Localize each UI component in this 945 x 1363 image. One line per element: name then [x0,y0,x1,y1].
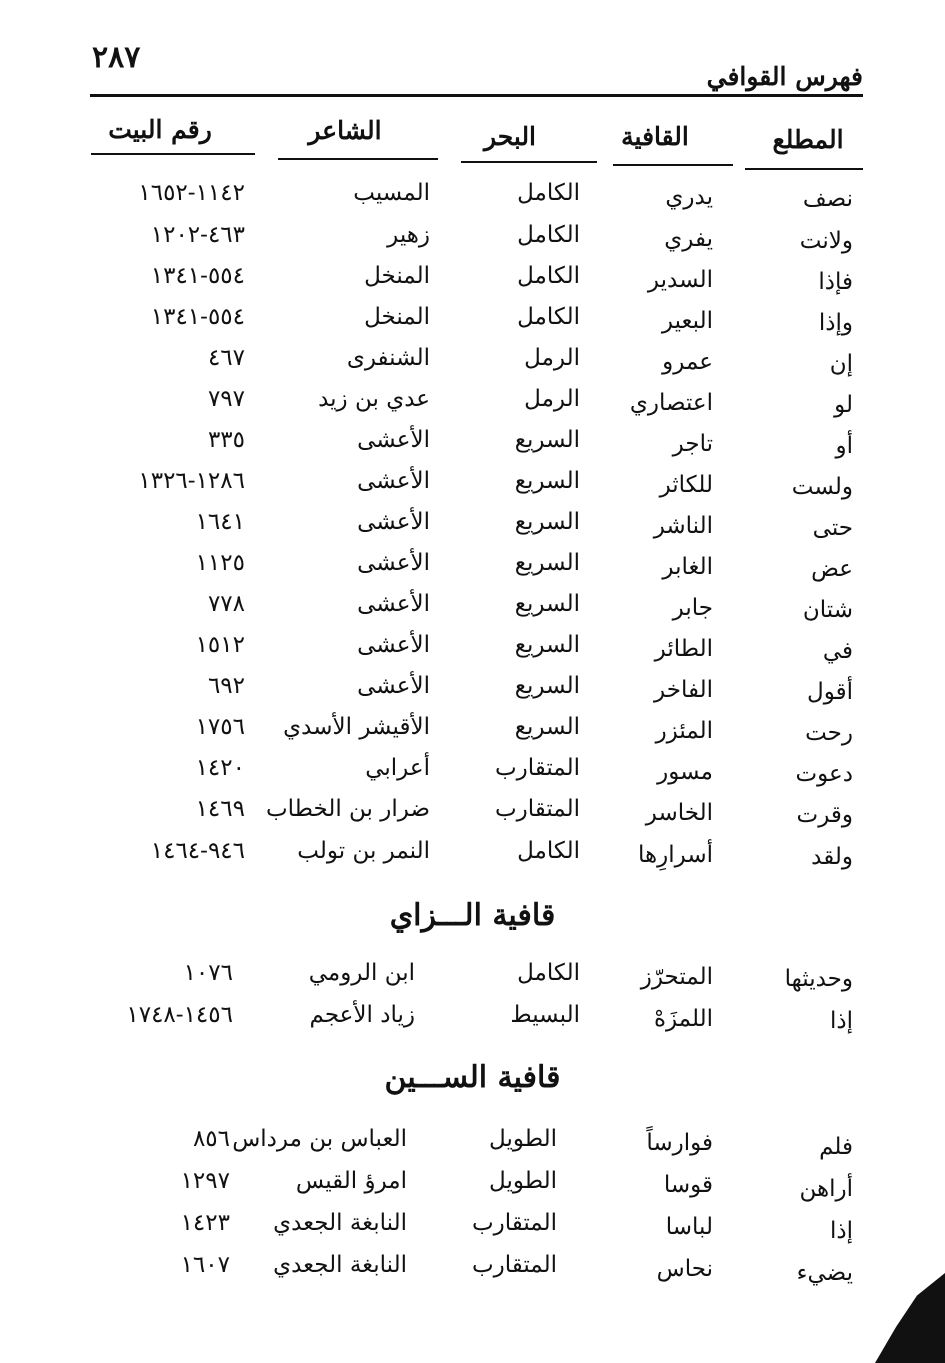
section-heading-sin: قافية الســـين [384,1060,561,1095]
cell-bahr: الطويل [489,1168,557,1194]
cell-ref: ١٥١٢ [195,632,245,658]
cell-qafia: الطائر [654,636,713,662]
running-title: فهرس القوافي [706,62,863,91]
cell-matla: حتى [812,515,853,541]
column-underline-shaer [278,158,438,160]
cell-bahr: السريع [514,468,580,494]
cell-qafia: عمرو [662,349,713,375]
cell-qafia: قوسا [663,1172,713,1198]
cell-bahr: السريع [514,427,580,453]
cell-ref: ١٠٧٦ [183,960,233,986]
cell-bahr: السريع [514,509,580,535]
table-row [0,1210,945,1250]
cell-matla: أقول [807,679,853,705]
cell-ref: ٣٣٥ [207,427,245,453]
cell-shaer: النابغة الجعدي [273,1210,407,1236]
cell-matla: إن [829,351,853,377]
cell-shaer: الأقيشر الأسدي [283,714,430,740]
cell-shaer: الأعشى [357,550,430,576]
cell-matla: لو [834,392,853,418]
cell-shaer: الأعشى [357,509,430,535]
cell-ref: ١٤٥٦-١٧٤٨ [126,1002,233,1028]
cell-qafia: السدير [647,267,713,293]
table-row [0,345,945,385]
section-heading-zay: قافية الـــزاي [389,898,556,933]
table-row [0,509,945,549]
table-row [0,1002,945,1042]
column-header-qafia: القافية [621,122,689,151]
cell-shaer: ابن الرومي [308,960,415,986]
cell-bahr: الكامل [517,222,580,248]
cell-matla: ولانت [799,228,853,254]
cell-shaer: النمر بن تولب [297,838,430,864]
cell-bahr: الكامل [517,838,580,864]
cell-matla: فإذا [818,269,853,295]
table-row [0,386,945,426]
cell-qafia: يدري [665,184,713,210]
table-row [0,427,945,467]
table-row [0,591,945,631]
cell-bahr: المتقارب [494,796,580,822]
cell-ref: ٥٥٤-١٣٤١ [150,263,245,289]
table-row [0,1168,945,1208]
cell-shaer: المنخل [364,304,430,330]
cell-matla: وحديثها [784,966,853,992]
cell-shaer: ضرار بن الخطاب [265,796,430,822]
cell-ref: ١٤٢٣ [180,1210,230,1236]
cell-qafia: أسرارِها [638,842,713,868]
cell-ref: ١٢٩٧ [180,1168,230,1194]
cell-shaer: زهير [387,222,430,248]
cell-bahr: السريع [514,714,580,740]
cell-shaer: أعرابي [365,755,430,781]
cell-qafia: جابر [672,595,713,621]
page-number: ٢٨٧ [92,40,141,75]
table-row [0,960,945,1000]
cell-bahr: السريع [514,673,580,699]
cell-ref: ٤٦٧ [207,345,245,371]
cell-shaer: الأعشى [357,591,430,617]
cell-qafia: لباسا [665,1214,713,1240]
cell-shaer: المنخل [364,263,430,289]
header-rule [90,94,863,97]
cell-qafia: اعتصاري [629,390,713,416]
column-header-bahr: البحر [483,122,537,151]
cell-ref: ١٤٦٩ [195,796,245,822]
cell-shaer: الأعشى [357,632,430,658]
cell-matla: ولست [791,474,853,500]
cell-ref: ١١٤٢-١٦٥٢ [138,180,245,206]
cell-bahr: السريع [514,591,580,617]
cell-qafia: الناشر [653,513,713,539]
cell-qafia: اللمزَهْ [653,1006,713,1032]
cell-qafia: المئزر [655,718,713,744]
table-row [0,468,945,508]
cell-shaer: العباس بن مرداس [232,1126,407,1152]
cell-matla: شتان [802,597,853,623]
cell-matla: إذا [829,1008,853,1034]
table-row [0,180,945,220]
column-underline-bahr [461,161,597,163]
cell-qafia: الفاخر [654,677,713,703]
cell-qafia: يفري [664,226,713,252]
cell-qafia: فوارساً [646,1130,713,1156]
cell-matla: وإذا [818,310,853,336]
cell-ref: ٧٩٧ [207,386,245,412]
cell-matla: إذا [829,1218,853,1244]
cell-shaer: الأعشى [357,673,430,699]
cell-qafia: الخاسر [645,800,713,826]
cell-ref: ٧٧٨ [207,591,245,617]
cell-qafia: للكاثر [659,472,713,498]
cell-matla: يضيء [796,1260,853,1286]
cell-bahr: الطويل [489,1126,557,1152]
column-underline-ref [91,153,255,155]
table-row [0,632,945,672]
cell-shaer: امرؤ القيس [295,1168,407,1194]
table-row [0,755,945,795]
cell-matla: أو [835,433,853,459]
cell-matla: رحت [805,720,853,746]
cell-ref: ١١٢٥ [195,550,245,576]
cell-matla: فلم [819,1134,853,1160]
cell-matla: ولقد [811,844,853,870]
cell-ref: ١٧٥٦ [195,714,245,740]
cell-ref: ١٢٨٦-١٣٢٦ [138,468,245,494]
cell-ref: ٨٥٦ [192,1126,230,1152]
cell-bahr: الرمل [524,345,580,371]
table-row [0,1126,945,1166]
table-row [0,550,945,590]
cell-shaer: النابغة الجعدي [273,1252,407,1278]
table-row [0,263,945,303]
column-header-ref: رقم البيت [108,115,212,144]
table-row [0,222,945,262]
cell-matla: نصف [802,186,853,212]
cell-matla: عض [811,556,853,582]
cell-shaer: المسيب [353,180,430,206]
cell-bahr: السريع [514,632,580,658]
cell-shaer: الشنفرى [346,345,430,371]
cell-matla: في [822,638,853,664]
column-header-shaer: الشاعر [308,116,382,145]
cell-bahr: البسيط [510,1002,580,1028]
cell-bahr: الكامل [517,960,580,986]
column-underline-qafia [613,164,733,166]
cell-ref: ١٤٢٠ [195,755,245,781]
column-underline-matla [745,168,863,170]
table-row [0,796,945,836]
table-row [0,838,945,878]
cell-bahr: الكامل [517,180,580,206]
table-row [0,673,945,713]
cell-bahr: الرمل [524,386,580,412]
cell-matla: وقرت [796,802,853,828]
cell-ref: ٩٤٦-١٤٦٤ [150,838,245,864]
cell-matla: أراهن [799,1176,853,1202]
cell-matla: دعوت [795,761,853,787]
cell-qafia: الغابر [662,554,713,580]
cell-shaer: زياد الأعجم [309,1002,415,1028]
cell-qafia: البعير [661,308,713,334]
cell-ref: ١٦٤١ [195,509,245,535]
cell-ref: ١٦٠٧ [180,1252,230,1278]
cell-bahr: المتقارب [471,1252,557,1278]
cell-bahr: الكامل [517,263,580,289]
cell-ref: ٥٥٤-١٣٤١ [150,304,245,330]
cell-qafia: المتحرّز [640,964,713,990]
cell-qafia: مسور [657,759,713,785]
table-row [0,1252,945,1292]
column-header-matla: المطلع [772,125,844,154]
cell-ref: ٤٦٣-١٢٠٢ [150,222,245,248]
cell-qafia: تاجر [672,431,713,457]
cell-bahr: الكامل [517,304,580,330]
cell-shaer: عدي بن زيد [318,386,430,412]
table-row [0,714,945,754]
cell-ref: ٦٩٢ [207,673,245,699]
cell-shaer: الأعشى [357,468,430,494]
cell-bahr: السريع [514,550,580,576]
cell-shaer: الأعشى [357,427,430,453]
cell-qafia: نحاس [656,1256,713,1282]
cell-bahr: المتقارب [471,1210,557,1236]
cell-bahr: المتقارب [494,755,580,781]
table-row [0,304,945,344]
